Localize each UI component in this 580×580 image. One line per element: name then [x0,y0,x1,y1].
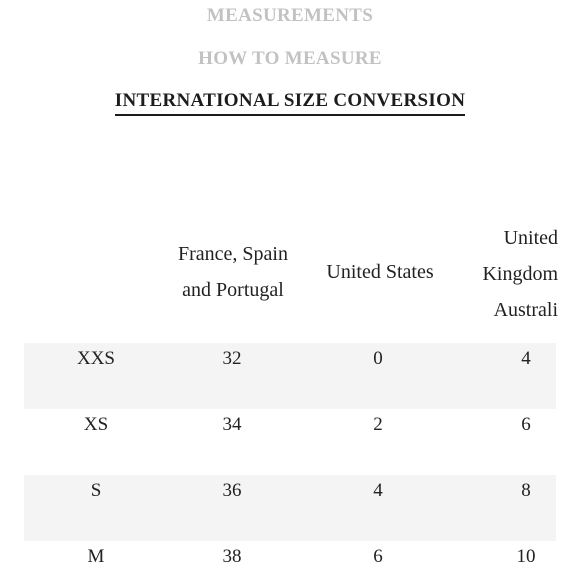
header-france-line-1: France, Spain [178,243,288,265]
header-france-spain-portugal [168,236,298,308]
size-conversion-table [24,226,556,580]
tab-international-size-conversion-label: INTERNATIONAL SIZE CONVERSION [115,90,465,116]
header-france-line-2: and Portugal [182,279,284,301]
cell-us: 2 [373,414,383,435]
tab-how-to-measure-label: HOW TO MEASURE [198,48,382,69]
cell-uk: 6 [521,414,531,435]
header-uk-line-3: Australi [493,299,558,321]
cell-france: 34 [222,414,242,435]
table-header [24,226,556,343]
cell-size: XS [83,414,109,435]
cell-france: 32 [222,348,242,369]
tab-how-to-measure[interactable] [0,48,580,70]
cell-france: 36 [222,480,242,501]
cell-uk: 8 [521,480,531,501]
table-row [24,541,556,580]
header-uk-line-1: United [503,227,558,249]
tab-measurements-label: MEASUREMENTS [206,5,374,26]
cell-size: XXS [76,348,115,369]
header-united-states: United States [326,261,434,283]
cell-size: M [87,546,105,567]
tab-measurements[interactable] [0,5,580,27]
cell-us: 6 [373,546,383,567]
cell-us: 0 [373,348,383,369]
table-row [24,475,556,541]
tab-international-size-conversion[interactable] [0,90,580,116]
header-uk-line-2: Kingdom [482,263,558,285]
table-row [24,409,556,475]
cell-france: 38 [222,546,242,567]
cell-uk: 4 [521,348,531,369]
table-row [24,343,556,409]
cell-uk: 10 [516,546,536,567]
cell-size: S [90,480,102,501]
cell-us: 4 [373,480,383,501]
header-uk-australia [460,220,558,328]
